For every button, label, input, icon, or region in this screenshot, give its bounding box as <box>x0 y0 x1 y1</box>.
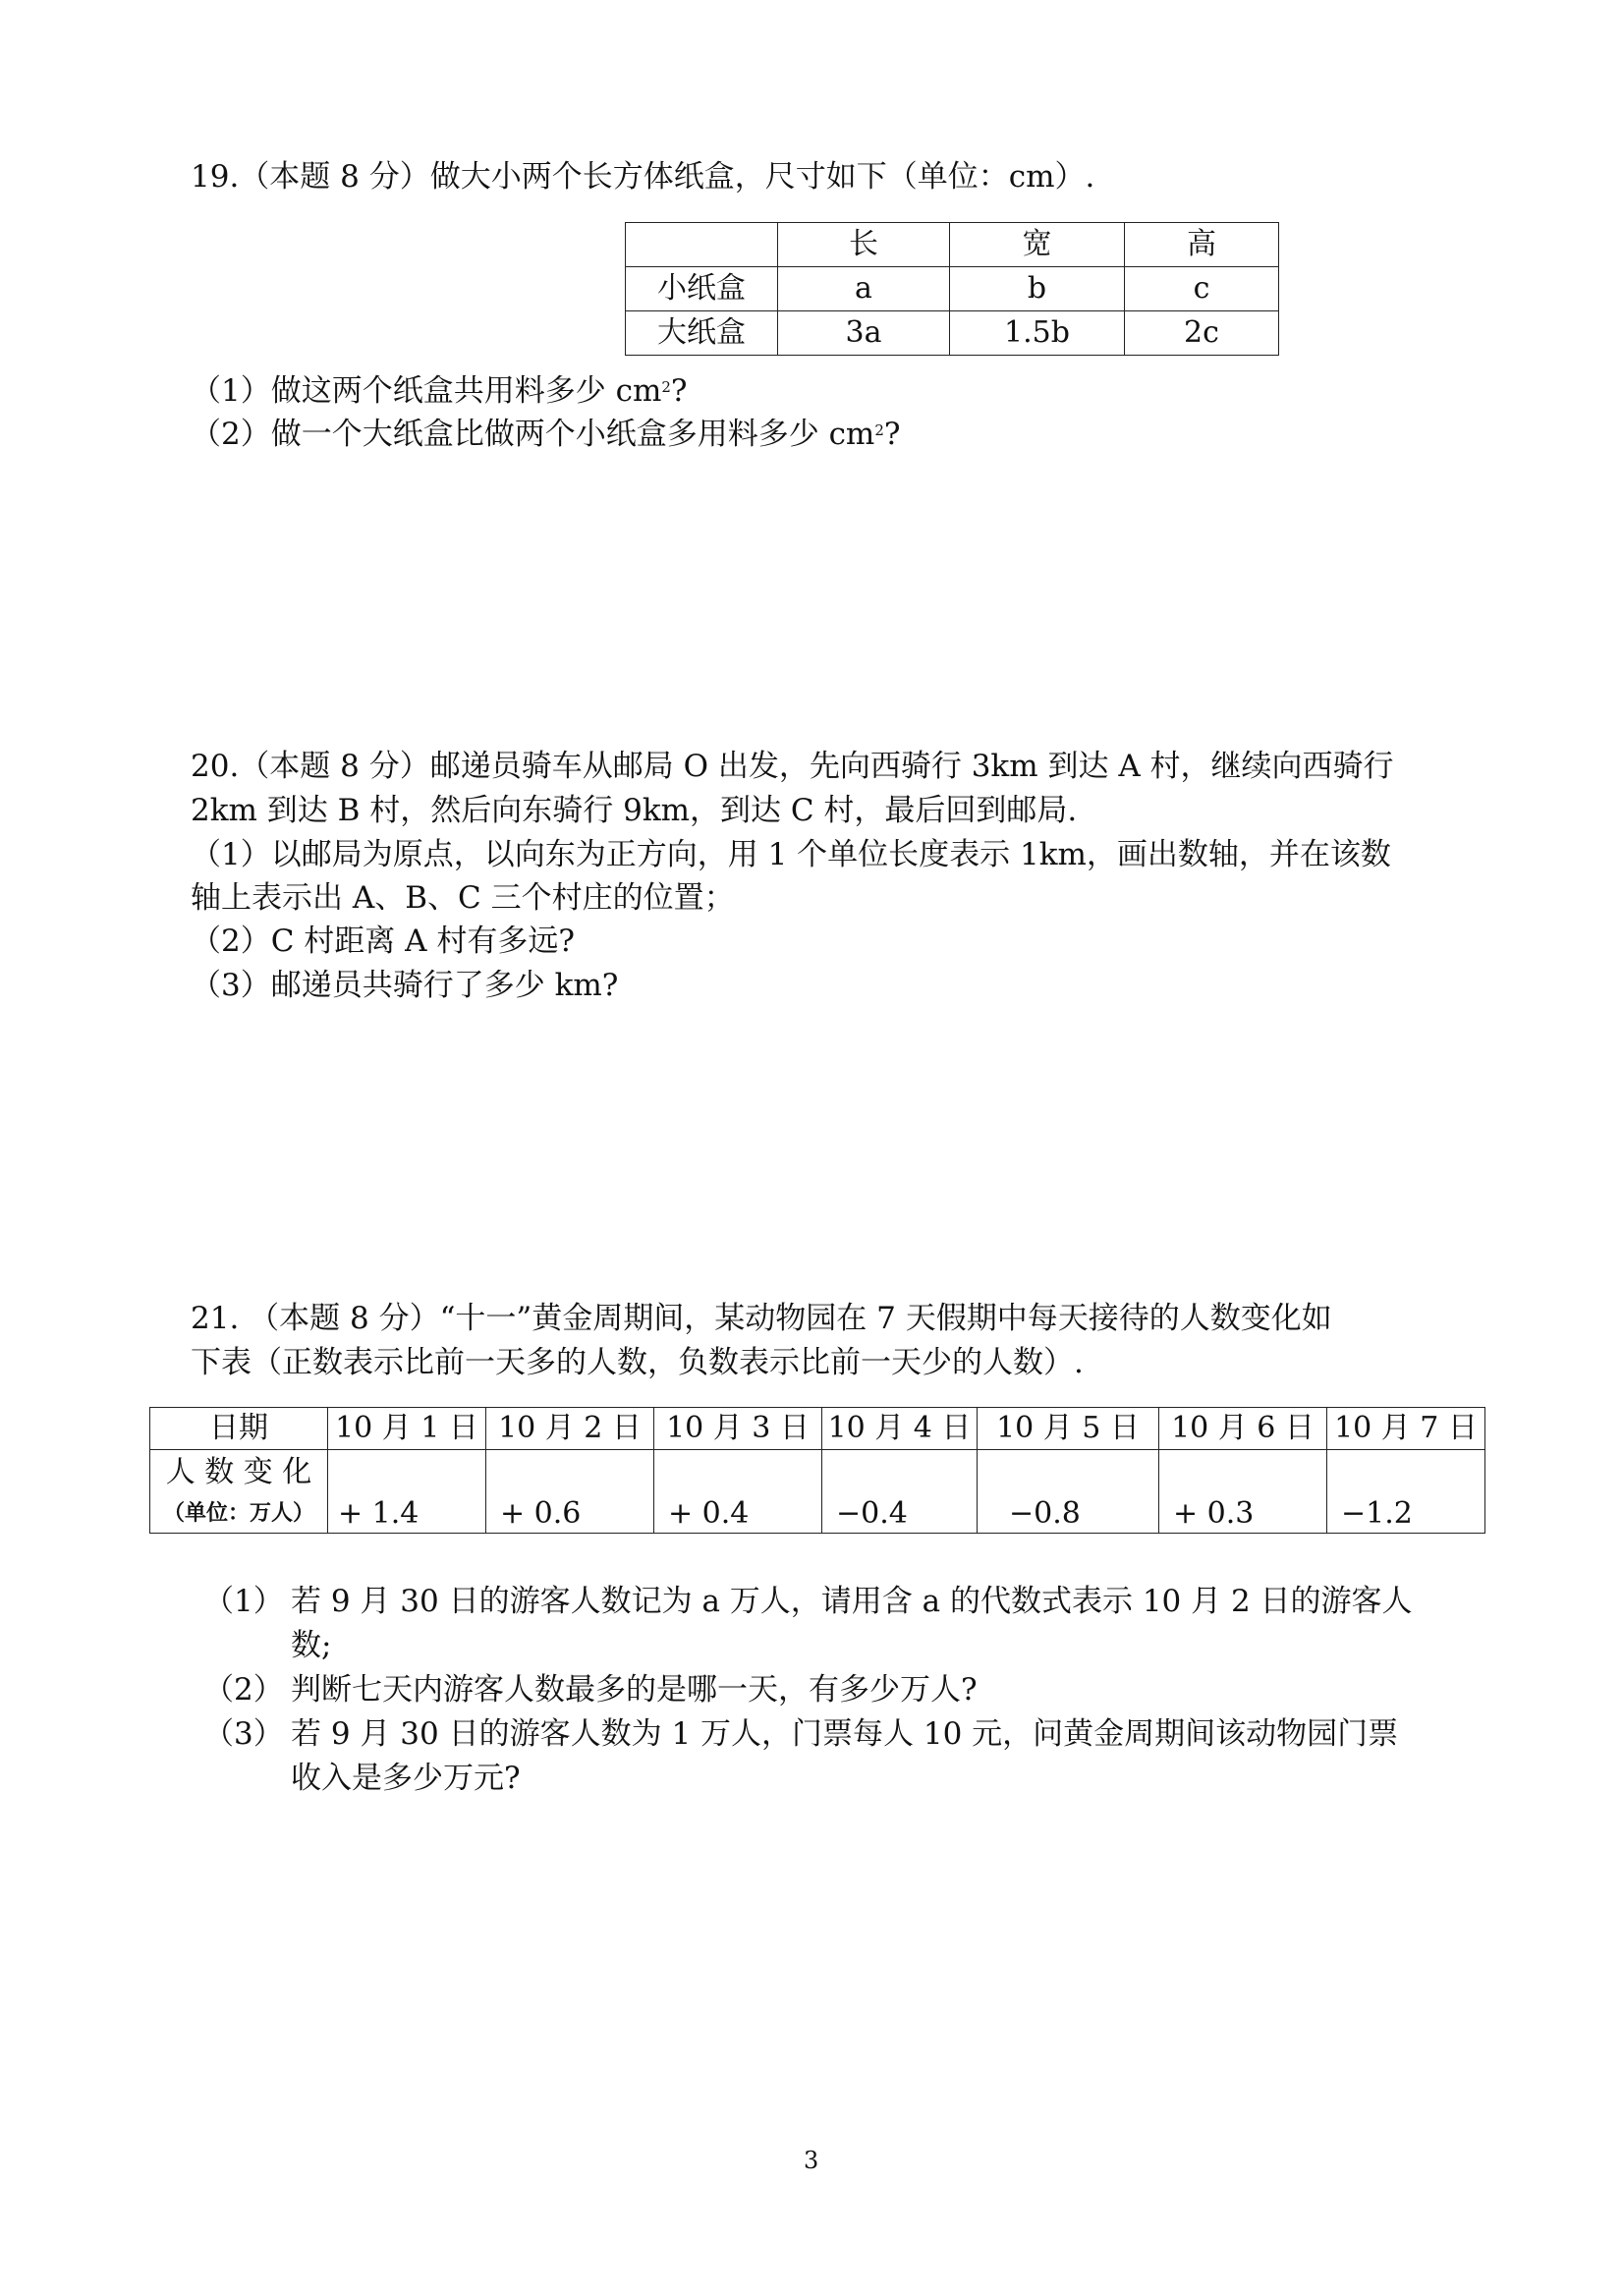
table-cell: 3a <box>778 311 950 356</box>
table-header-cell: 10 月 4 日 <box>822 1408 978 1450</box>
table-header-cell: 长 <box>778 223 950 267</box>
q20-subquestion-1-line-1: （1）以邮局为原点，以向东为正方向，用 1 个单位长度表示 1km，画出数轴，并在该数 <box>191 837 1391 872</box>
table-header-cell: 10 月 6 日 <box>1159 1408 1327 1450</box>
q20-stem-line-1: 20.（本题 8 分）邮递员骑车从邮局 O 出发，先向西骑行 3km 到达 A 村，继续向西骑行 <box>191 749 1394 784</box>
table-cell: 大纸盒 <box>626 311 778 356</box>
q21-subquestion-1-line-1: 若 9 月 30 日的游客人数记为 a 万人，请用含 a 的代数式表示 10 月 2 日的游客人 <box>291 1584 1413 1619</box>
q21-subquestion-1-number: （1） <box>203 1584 284 1619</box>
q20-stem-line-2: 2km 到达 B 村，然后向东骑行 9km，到达 C 村，最后回到邮局. <box>191 793 1078 828</box>
table-cell: a <box>778 267 950 311</box>
table-cell: c <box>1125 267 1279 311</box>
q21-subquestion-3-number: （3） <box>203 1716 284 1752</box>
table-cell: −0.4 <box>822 1450 978 1534</box>
table-header-cell: 10 月 1 日 <box>328 1408 486 1450</box>
table-cell: 1.5b <box>950 311 1125 356</box>
table-cell: 小纸盒 <box>626 267 778 311</box>
table-header-cell: 10 月 5 日 <box>978 1408 1159 1450</box>
q21-stem-line-1: 21. （本题 8 分）“十一”黄金周期间，某动物园在 7 天假期中每天接待的人数变化如 <box>191 1301 1332 1336</box>
table-row <box>626 311 1279 356</box>
table-header-cell: 日期 <box>150 1408 328 1450</box>
q20-subquestion-1-line-2: 轴上表示出 A、B、C 三个村庄的位置； <box>191 880 735 916</box>
table-cell: + 1.4 <box>328 1450 486 1534</box>
q21-visitor-change-table <box>149 1407 1485 1534</box>
table-cell: b <box>950 267 1125 311</box>
page-number: 3 <box>804 2147 819 2174</box>
table-cell: + 0.4 <box>654 1450 822 1534</box>
table-row <box>150 1450 1485 1534</box>
q19-title: 19.（本题 8 分）做大小两个长方体纸盒，尺寸如下（单位：cm）. <box>191 159 1095 195</box>
q21-subquestion-2-number: （2） <box>203 1672 284 1708</box>
table-row-label <box>150 1450 328 1534</box>
table-header-cell: 10 月 2 日 <box>486 1408 654 1450</box>
table-header-cell <box>626 223 778 267</box>
q19-subquestion-2: （2）做一个大纸盒比做两个小纸盒多用料多少 $cm^2$? <box>191 417 901 452</box>
table-cell: −1.2 <box>1327 1450 1485 1534</box>
q21-subquestion-3-line-2: 收入是多少万元? <box>291 1761 521 1796</box>
table-cell: −0.8 <box>978 1450 1159 1534</box>
table-header-row <box>626 223 1279 267</box>
table-cell: + 0.6 <box>486 1450 654 1534</box>
table-header-cell: 高 <box>1125 223 1279 267</box>
table-cell: 2c <box>1125 311 1279 356</box>
q19-subquestion-1: （1）做这两个纸盒共用料多少 $cm^2$? <box>191 373 688 409</box>
table-header-row <box>150 1408 1485 1450</box>
row-unit-text: （单位：万人） <box>162 1501 314 1526</box>
table-header-cell: 10 月 3 日 <box>654 1408 822 1450</box>
q20-subquestion-3: （3）邮递员共骑行了多少 km? <box>191 968 619 1003</box>
q21-subquestion-3-line-1: 若 9 月 30 日的游客人数为 1 万人，门票每人 10 元，问黄金周期间该动物园门票 <box>291 1716 1399 1752</box>
row-label-text: 人 数 变 化 <box>165 1455 312 1489</box>
table-header-cell: 10 月 7 日 <box>1327 1408 1485 1450</box>
q19-dimension-table <box>625 222 1279 356</box>
q20-subquestion-2: （2）C 村距离 A 村有多远? <box>191 924 576 959</box>
table-row <box>626 267 1279 311</box>
q21-subquestion-2: 判断七天内游客人数最多的是哪一天，有多少万人? <box>291 1672 978 1708</box>
table-header-cell: 宽 <box>950 223 1125 267</box>
q21-subquestion-1-line-2: 数; <box>291 1628 332 1663</box>
q21-stem-line-2: 下表（正数表示比前一天多的人数，负数表示比前一天少的人数）. <box>191 1345 1084 1380</box>
table-cell: + 0.3 <box>1159 1450 1327 1534</box>
